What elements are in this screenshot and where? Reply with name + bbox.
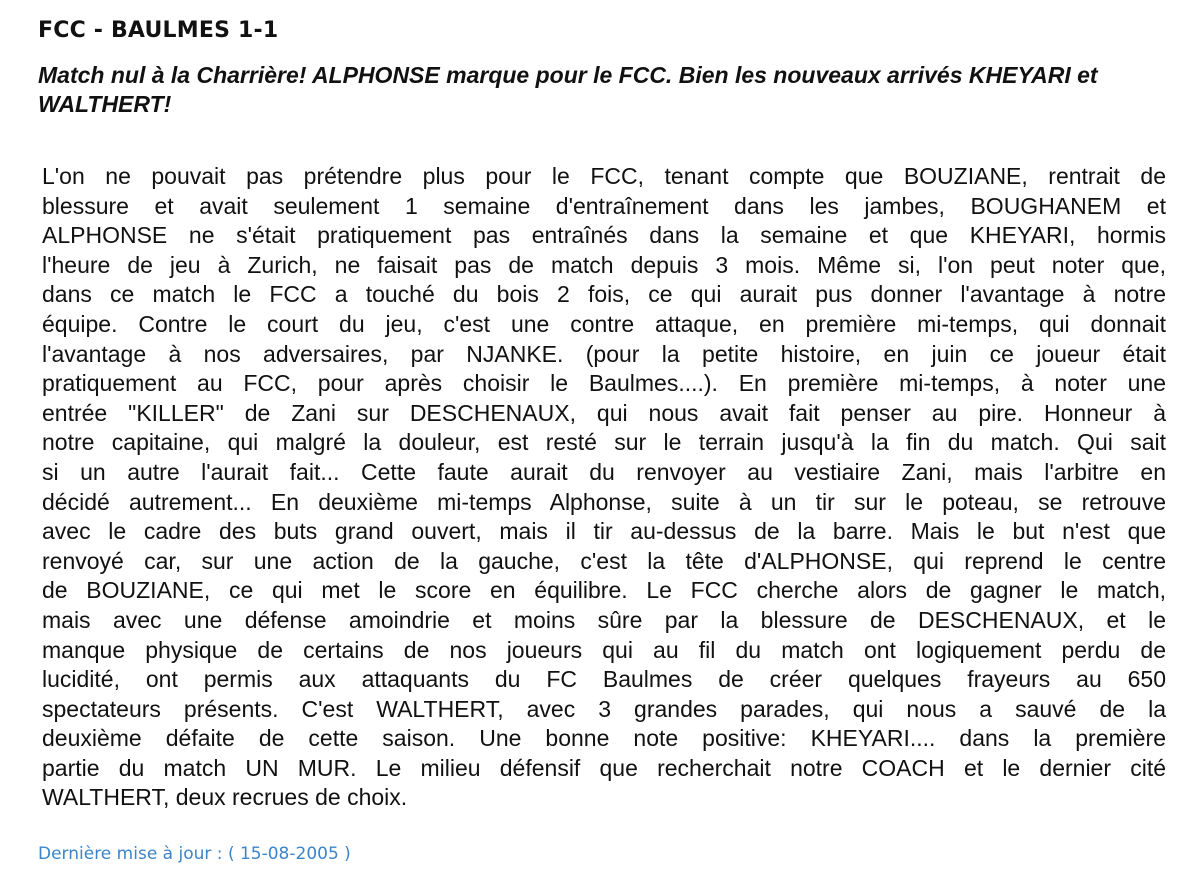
article-line: ALPHONSE ne s'était pratiquement pas entraînés dans la semaine et que KHEYARI, hormis <box>42 222 1166 249</box>
last-update <box>38 842 351 866</box>
article-line: manque physique de certains de nos joueurs qui au fil du match ont logiquement perdu de <box>42 636 1166 663</box>
article-line: si un autre l'aurait fait... Cette faute aurait du renvoyer au vestiaire Zani, mais l'arbitre en <box>42 458 1166 485</box>
last-update-date: ( 15-08-2005 ) <box>227 844 351 864</box>
article-line: avec le cadre des buts grand ouvert, mais il tir au-dessus de la barre. Mais le but n'est que <box>42 518 1166 545</box>
article-line: notre capitaine, qui malgré la douleur, est resté sur le terrain jusqu'à la fin du match. Qui sait <box>42 429 1166 456</box>
article-line: décidé autrement... En deuxième mi-temps Alphonse, suite à un tir sur le poteau, se retrouve <box>42 488 1166 515</box>
article-line: de BOUZIANE, ce qui met le score en équilibre. Le FCC cherche alors de gagner le match, <box>42 577 1166 604</box>
article-line: mais avec une défense amoindrie et moins sûre par la blessure de DESCHENAUX, et le <box>42 606 1166 633</box>
article-line: pratiquement au FCC, pour après choisir le Baulmes....). En première mi-temps, à noter une <box>42 370 1166 397</box>
last-update-label: Dernière mise à jour : <box>38 844 223 864</box>
article-line: équipe. Contre le court du jeu, c'est une contre attaque, en première mi-temps, qui donnait <box>42 310 1166 337</box>
article-line: dans ce match le FCC a touché du bois 2 fois, ce qui aurait pus donner l'avantage à notre <box>42 281 1166 308</box>
article-line: l'avantage à nos adversaires, par NJANKE. (pour la petite histoire, en juin ce joueur était <box>42 340 1166 367</box>
article-headline: Match nul à la Charrière! ALPHONSE marque pour le FCC. Bien les nouveaux arrivés KHEYARI et WALTHERT! <box>38 62 1098 117</box>
article-line: spectateurs présents. C'est WALTHERT, avec 3 grandes parades, qui nous a sauvé de la <box>42 695 1166 722</box>
article-line: l'heure de jeu à Zurich, ne faisait pas de match depuis 3 mois. Même si, l'on peut noter que, <box>42 251 1166 278</box>
article-line: partie du match UN MUR. Le milieu défensif que recherchait notre COACH et le dernier cité <box>42 754 1166 781</box>
article-line: blessure et avait seulement 1 semaine d'entraînement dans les jambes, BOUGHANEM et <box>42 192 1166 219</box>
article-body <box>42 162 1166 813</box>
article-line: entrée "KILLER" de Zani sur DESCHENAUX, qui nous avait fait penser au pire. Honneur à <box>42 399 1166 426</box>
article-line: deuxième défaite de cette saison. Une bonne note positive: KHEYARI.... dans la première <box>42 725 1166 752</box>
article-line: WALTHERT, deux recrues de choix. <box>42 784 408 811</box>
article-line: lucidité, ont permis aux attaquants du FC Baulmes de créer quelques frayeurs au 650 <box>42 666 1166 693</box>
article-line: renvoyé car, sur une action de la gauche, c'est la tête d'ALPHONSE, qui reprend le centre <box>42 547 1166 574</box>
match-score-title: FCC - BAULMES 1-1 <box>38 18 279 43</box>
article-line: L'on ne pouvait pas prétendre plus pour le FCC, tenant compte que BOUZIANE, rentrait de <box>42 163 1166 189</box>
